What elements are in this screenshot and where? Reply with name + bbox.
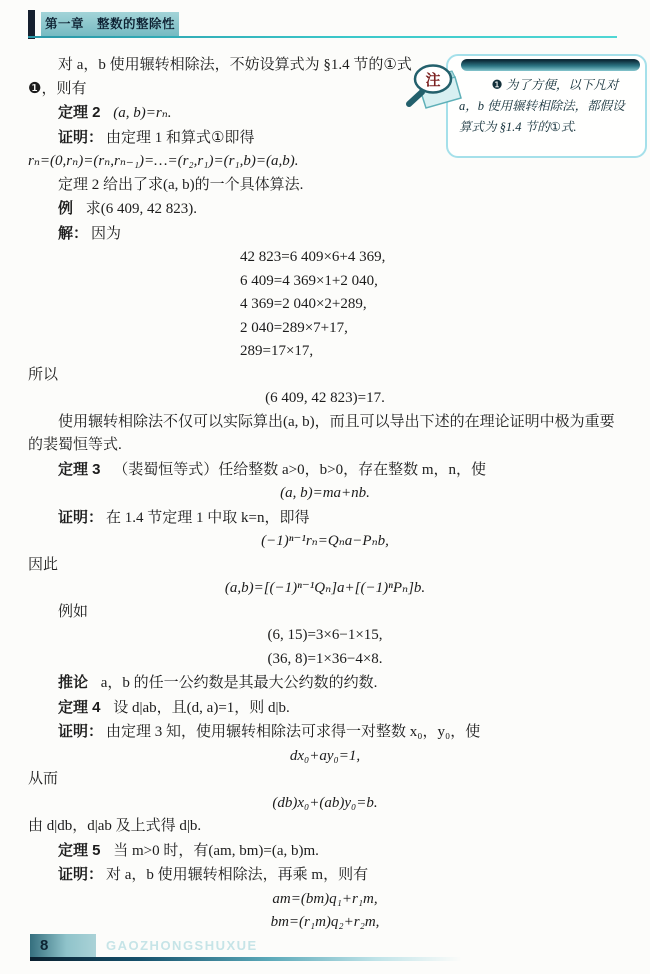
page-number: 8 xyxy=(30,934,96,957)
header-rule xyxy=(28,36,617,38)
equation-bezout-explicit: (a,b)=[(−1)ⁿ⁻¹Qₙ]a+[(−1)ⁿPₙ]b. xyxy=(224,580,426,596)
theorem-3 xyxy=(28,458,622,483)
example-text: 求(6 409, 42 823). xyxy=(85,201,198,217)
proof-3 xyxy=(28,506,622,531)
proof-5 xyxy=(28,863,622,888)
note-icon-label: 注 xyxy=(425,73,441,89)
theorem-5-statement: 当 m>0 时，有(am, bm)=(a, b)m. xyxy=(113,842,319,859)
corollary-text: a，b 的任一公约数是其最大公约数的约数. xyxy=(100,675,378,691)
solution-label: 解： xyxy=(58,224,89,242)
calc-step: 2 040=289×7+17, xyxy=(240,319,348,336)
calc-step: 6 409=4 369×1+2 040, xyxy=(240,272,378,289)
calc-step: 4 369=2 040×2+289, xyxy=(240,296,367,312)
intro-paragraph: 对 a，b 使用辗转相除法，不妨设算式为 §1.4 节的①式❶，则有 xyxy=(28,57,412,97)
algorithm-remark: 定理 2 给出了求(a, b)的一个具体算法. xyxy=(58,176,304,193)
equation-qn-pn: (−1)ⁿ⁻¹rₙ=Qₙa−Pₙb, xyxy=(261,533,389,549)
theorem-4-statement: 设 d|ab，且(d, a)=1，则 d|b. xyxy=(113,699,290,716)
conclusion-d-divides-b: 由 d|db，d|ab 及上式得 d|b. xyxy=(28,818,202,834)
header-accent-bar xyxy=(28,10,35,39)
proof-5-label: 证明： xyxy=(58,866,104,883)
example-label: 例 xyxy=(58,200,74,217)
proof-3-text: 在 1.4 节定理 1 中取 k=n，即得 xyxy=(106,509,310,526)
note-box xyxy=(446,54,647,158)
calculation-steps xyxy=(240,246,622,364)
equation-gcd-result: (6 409, 42 823)=17. xyxy=(265,390,385,406)
proof-4-text: 由定理 3 知，使用辗转相除法可求得一对整数 x₀，y₀，使 xyxy=(106,724,481,740)
theorem-3-label: 定理 3 xyxy=(58,460,101,478)
footer-rule xyxy=(30,957,462,961)
corollary-label: 推论 xyxy=(58,674,89,691)
content-body xyxy=(28,54,622,935)
theorem-4 xyxy=(28,696,622,721)
calc-step: 289=17×17, xyxy=(240,343,314,359)
proof-2-text: 由定理 1 和算式①即得 xyxy=(106,129,255,146)
equation-am: am=(bm)q₁+r₁m, xyxy=(272,890,378,907)
corollary xyxy=(28,671,622,696)
magnifier-note-icon xyxy=(399,56,465,118)
equation-db-ab: (db)x₀+(ab)y₀=b. xyxy=(272,794,378,811)
theorem-4-label: 定理 4 xyxy=(58,698,101,716)
equation-dx-ay: dx₀+ay₀=1, xyxy=(289,747,361,764)
solution-line xyxy=(28,222,622,247)
proof-2-label: 证明： xyxy=(58,128,104,146)
footer-watermark: GAOZHONGSHUXUE xyxy=(106,938,258,953)
chapter-title: 第一章 整数的整除性 xyxy=(41,12,179,37)
equation-example-6-15: (6, 15)=3×6−1×15, xyxy=(267,627,383,643)
theorem-5-label: 定理 5 xyxy=(58,841,101,859)
equation-bezout-form: (a, b)=ma+nb. xyxy=(280,485,370,501)
equation-remainder-chain: rₙ=(0,rₙ)=(rₙ,rₙ₋₁)=…=(r₂,r₁)=(r₁,b)=(a,b). xyxy=(28,153,299,169)
equation-bm: bm=(r₁m)q₂+r₂m, xyxy=(270,914,380,930)
solution-text: 因为 xyxy=(91,225,122,242)
proof-5-text: 对 a，b 使用辗转相除法，再乘 m，则有 xyxy=(106,867,369,883)
note-topbar xyxy=(461,59,640,71)
connective-suoyi: 所以 xyxy=(28,366,59,383)
proof-3-label: 证明： xyxy=(58,508,104,526)
connective-liru: 例如 xyxy=(58,603,89,620)
example-statement xyxy=(28,197,622,222)
theorem-2-label: 定理 2 xyxy=(58,104,101,121)
theorem-5 xyxy=(28,839,622,864)
connective-conger: 从而 xyxy=(28,771,59,787)
margin-note xyxy=(399,54,647,158)
calc-step: 42 823=6 409×6+4 369, xyxy=(240,249,386,265)
connective-yinci: 因此 xyxy=(28,556,59,573)
note-text: ❶ 为了方便，以下凡对 a，b 使用辗转相除法，都假设算式为 §1.4 节的①式. xyxy=(459,78,625,134)
bezout-intro-paragraph: 使用辗转相除法不仅可以实际算出(a, b)，而且可以导出下述的在理论证明中极为重要的裴蜀恒等式. xyxy=(28,413,615,453)
proof-4-label: 证明： xyxy=(58,723,104,740)
proof-4 xyxy=(28,720,622,745)
theorem-2-statement: (a, b)=rₙ. xyxy=(113,105,172,121)
equation-example-36-8: (36, 8)=1×36−4×8. xyxy=(267,650,383,667)
theorem-3-statement: （裴蜀恒等式）任给整数 a>0，b>0，存在整数 m，n，使 xyxy=(113,461,487,478)
